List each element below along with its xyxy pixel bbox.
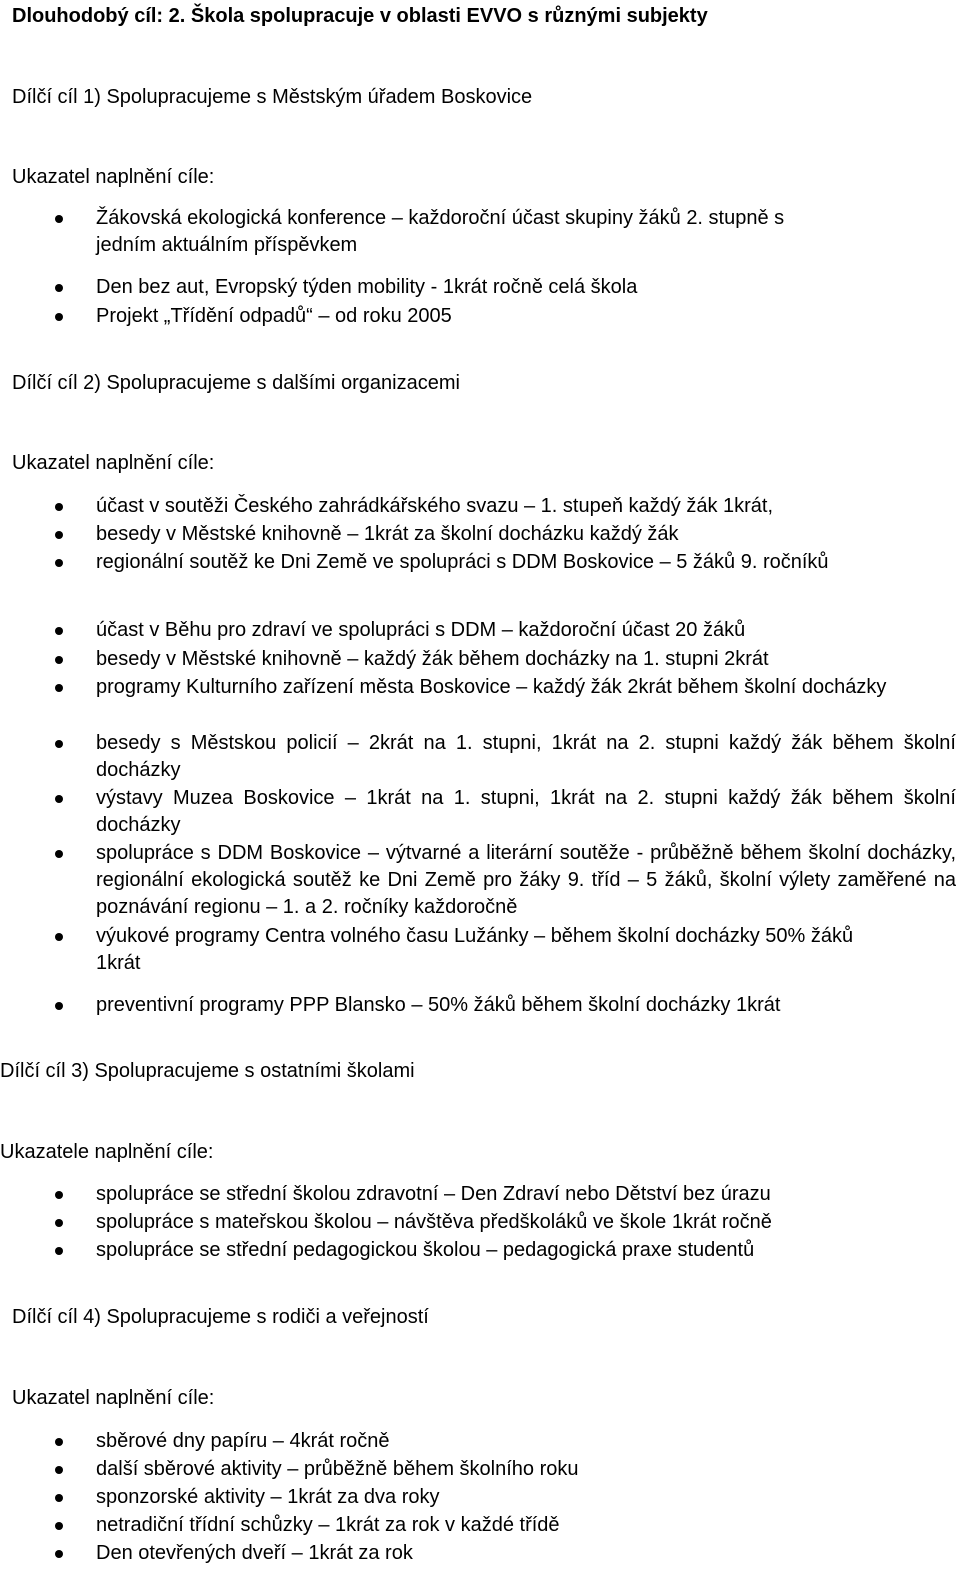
list-item-text: sponzorské aktivity – 1krát za dva roky (96, 1486, 440, 1508)
list-item-text: Den otevřených dveří – 1krát za rok (96, 1542, 413, 1564)
bullet-icon (55, 1247, 63, 1255)
list-item-text: programy Kulturního zařízení města Boskovice – každý žák 2krát během školní docházky (96, 676, 887, 698)
bullet-icon (55, 627, 63, 635)
bullet-icon (55, 740, 63, 748)
list-item-text: spolupráce se střední školou zdravotní – Den Zdraví nebo Dětství bez úrazu (96, 1183, 771, 1205)
page-title: Dlouhodobý cíl: 2. Škola spolupracuje v oblasti EVVO s různými subjekty (12, 5, 708, 27)
bullet-icon (55, 850, 63, 858)
list-item-text: výukové programy Centra volného času Lužánky – během školní docházky 50% žáků 1krát (96, 925, 854, 975)
list-item-text: Žákovská ekologická konference – každoroční účast skupiny žáků 2. stupně s jedním aktuálním příspěvkem (96, 207, 785, 257)
list-item-text: Projekt „Třídění odpadů“ – od roku 2005 (96, 305, 452, 327)
section-2-heading: Dílčí cíl 2) Spolupracujeme s dalšími organizacemi (12, 372, 460, 394)
bullet-icon (55, 313, 63, 321)
section-3-indicator: Ukazatele naplnění cíle: (0, 1141, 214, 1163)
bullet-icon (55, 1494, 63, 1502)
bullet-icon (55, 933, 63, 941)
list-item-text: besedy v Městské knihovně – 1krát za školní docházku každý žák (96, 523, 679, 545)
bullet-icon (55, 684, 63, 692)
list-item-text: sběrové dny papíru – 4krát ročně (96, 1430, 390, 1452)
bullet-icon (55, 1191, 63, 1199)
bullet-icon (55, 531, 63, 539)
bullet-icon (55, 1002, 63, 1010)
list-item-text: besedy s Městskou policií – 2krát na 1. stupni, 1krát na 2. stupni každý žák během školní docházky (96, 732, 956, 782)
bullet-icon (55, 1550, 63, 1558)
bullet-icon (55, 795, 63, 803)
list-item-text: Den bez aut, Evropský týden mobility - 1krát ročně celá škola (96, 276, 638, 298)
section-4-heading: Dílčí cíl 4) Spolupracujeme s rodiči a veřejností (12, 1306, 429, 1328)
section-2-indicator: Ukazatel naplnění cíle: (12, 452, 215, 474)
list-item-text: spolupráce s DDM Boskovice – výtvarné a literární soutěže - průběžně během školní docházky, regionální ekologická soutěž ke Dni Země pro žáky 9. tříd – 5 žáků, školní výlety zaměřené na poznávání regionu – 1. a 2. ročníky každoročně (96, 842, 956, 919)
bullet-icon (55, 215, 63, 223)
list-item-text: preventivní programy PPP Blansko – 50% žáků během školní docházky 1krát (96, 994, 781, 1016)
section-1-heading: Dílčí cíl 1) Spolupracujeme s Městským úřadem Boskovice (12, 86, 533, 108)
bullet-icon (55, 1522, 63, 1530)
list-item-text: výstavy Muzea Boskovice – 1krát na 1. stupni, 1krát na 2. stupni každý žák během školní docházky (96, 787, 956, 837)
list-item-text: regionální soutěž ke Dni Země ve spolupráci s DDM Boskovice – 5 žáků 9. ročníků (96, 551, 829, 573)
section-1-indicator: Ukazatel naplnění cíle: (12, 166, 215, 188)
bullet-icon (55, 1219, 63, 1227)
list-item-text: spolupráce se střední pedagogickou školou – pedagogická praxe studentů (96, 1239, 755, 1261)
list-item-text: spolupráce s mateřskou školou – návštěva předškoláků ve škole 1krát ročně (96, 1211, 772, 1233)
list-item-text: netradiční třídní schůzky – 1krát za rok v každé třídě (96, 1514, 560, 1536)
list-item-text: další sběrové aktivity – průběžně během školního roku (96, 1458, 579, 1480)
bullet-icon (55, 1466, 63, 1474)
list-item-text: besedy v Městské knihovně – každý žák během docházky na 1. stupni 2krát (96, 648, 769, 670)
list-item-text: účast v soutěži Českého zahrádkářského svazu – 1. stupeň každý žák 1krát, (96, 495, 774, 517)
list-item-text: účast v Běhu pro zdraví ve spolupráci s DDM – každoroční účast 20 žáků (96, 619, 746, 641)
section-3-heading: Dílčí cíl 3) Spolupracujeme s ostatními školami (0, 1060, 415, 1082)
bullet-icon (55, 656, 63, 664)
bullet-icon (55, 284, 63, 292)
bullet-icon (55, 559, 63, 567)
bullet-icon (55, 503, 63, 511)
bullet-icon (55, 1438, 63, 1446)
section-4-indicator: Ukazatel naplnění cíle: (12, 1387, 215, 1409)
